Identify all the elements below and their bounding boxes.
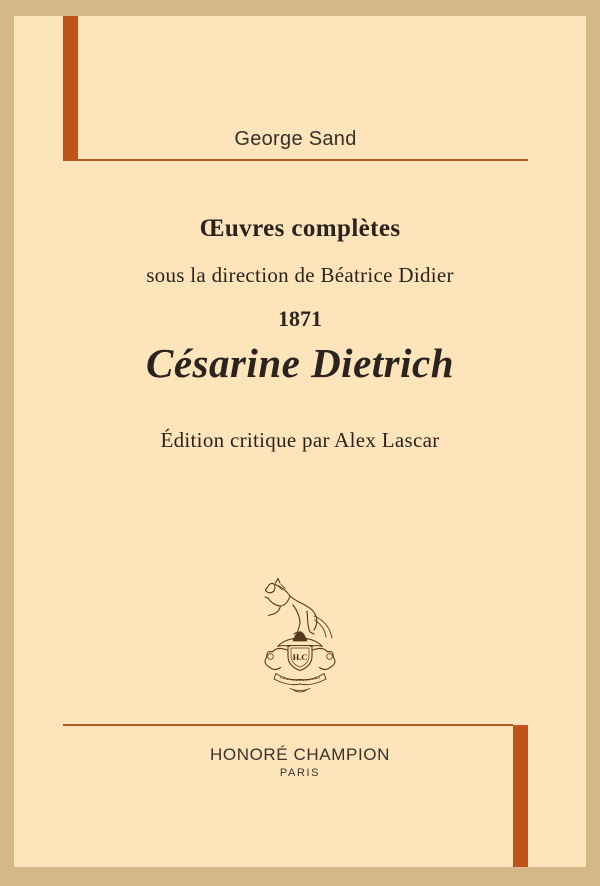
cover-page xyxy=(14,16,586,867)
horse-hindleg-2 xyxy=(307,611,314,634)
shield-initials: H.C xyxy=(292,652,308,662)
series-direction: sous la direction de Béatrice Didier xyxy=(146,263,454,287)
publisher-city: PARIS xyxy=(279,767,321,779)
left-flourish xyxy=(265,648,287,669)
top-rule xyxy=(63,159,528,161)
book-title: Césarine Dietrich xyxy=(145,340,455,386)
horse-hindleg-1 xyxy=(293,605,300,634)
work-year: 1871 xyxy=(278,306,322,331)
horse-foreleg-2 xyxy=(269,606,281,616)
author-name: George Sand xyxy=(234,128,357,150)
horse-foreleg-1 xyxy=(265,596,290,606)
right-flourish-knot xyxy=(327,654,333,660)
publisher-name: HONORÉ CHAMPION xyxy=(210,745,390,764)
motto-ribbon xyxy=(274,674,326,685)
series-title: Œuvres complètes xyxy=(199,215,401,242)
horse-ear-line xyxy=(276,579,281,584)
right-flourish xyxy=(313,648,335,669)
edition-credit: Édition critique par Alex Lascar xyxy=(160,428,440,452)
base-curls xyxy=(290,689,310,693)
publisher-horse-emblem-icon xyxy=(250,576,350,698)
left-flourish-knot xyxy=(268,654,274,660)
bottom-rule xyxy=(63,724,513,726)
horse-head-line xyxy=(266,583,275,592)
